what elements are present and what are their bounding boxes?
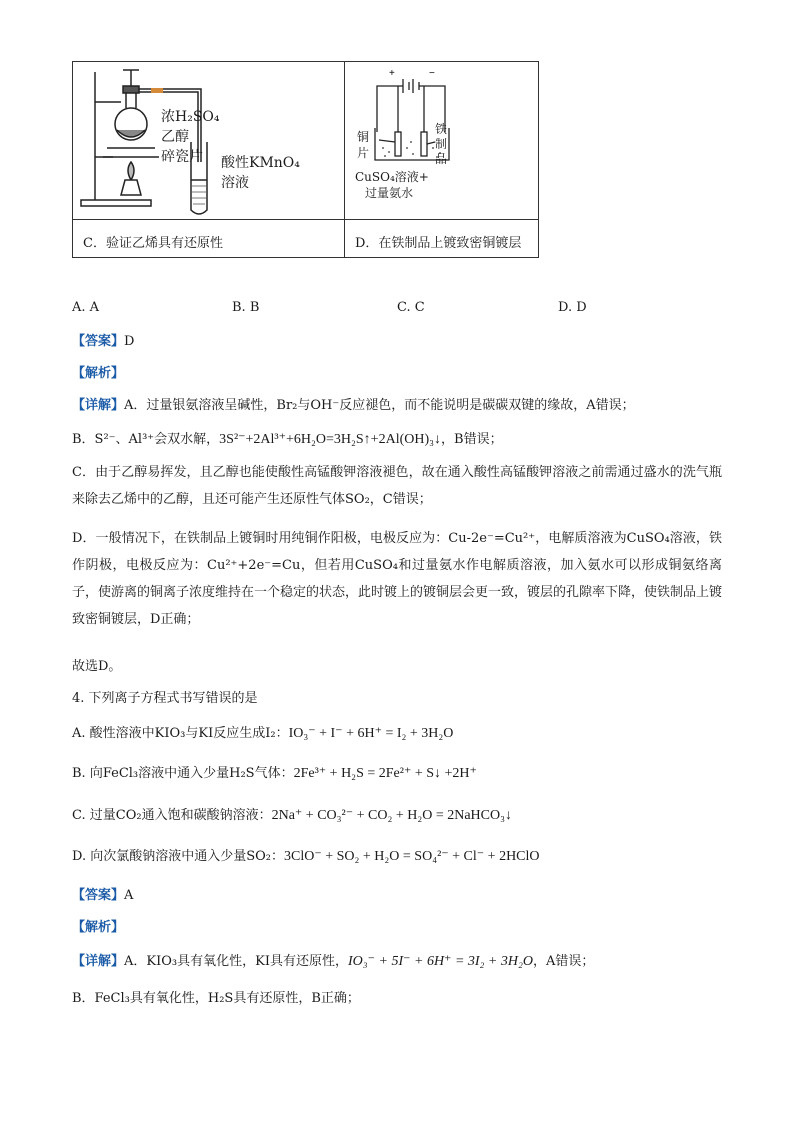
answer-value: A (124, 888, 134, 903)
label-copper-1: 铜 (357, 130, 370, 144)
q3-detail-d: D．一般情况下，在铁制品上镀铜时用纯铜作阳极，电极反应为：Cu-2e⁻=Cu²⁺，电解质溶液为CuSO₄溶液，铁作阴极，电极反应为：Cu²⁺+2e⁻=Cu，但若用CuSO₄和过量氨水作电解质溶液，加入氨水可以形成铜氨络离子，使游离的铜离子浓度维持在一个稳定的状态，此时镀上的镀铜层会更一致，镀层的孔隙率下降，使铁制品上镀致密铜镀层，D正确； (72, 531, 723, 627)
q4-answer (72, 884, 133, 903)
table-divider-horizontal (73, 219, 538, 220)
q4-option-c (72, 804, 512, 824)
q3-b-prefix: B．S²⁻、Al³⁺会双水解， (72, 432, 220, 447)
svg-text:−: − (429, 68, 435, 79)
q3-detail-a (72, 394, 635, 413)
caption-option-c: C．验证乙烯具有还原性 (83, 236, 223, 251)
label-iron-3: 品 (435, 152, 448, 166)
q4-analysis-heading (72, 916, 124, 935)
q4-a-text-equation: IO₃⁻ + 5I⁻ + 6H⁺ = 3I₂ + 3H₂O (347, 954, 533, 969)
detail-tag: 【详解】 (72, 398, 125, 413)
label-acidic-kmno4: 酸性KMnO₄ (221, 155, 300, 171)
option-b: B. B (232, 300, 260, 315)
q4-option-d-equation: 3ClO⁻ + SO₂ + H₂O = SO₄²⁻ + Cl⁻ + 2HClO (284, 849, 540, 864)
ethylene-apparatus-diagram (73, 62, 344, 219)
q4-option-b-equation: 2Fe³⁺ + H₂S = 2Fe²⁺ + S↓ +2H⁺ (293, 766, 477, 781)
analysis-tag: 【解析】 (72, 366, 125, 381)
label-iron-1: 铁 (435, 122, 448, 136)
q4-option-c-text: C. 过量CO₂通入饱和碳酸钠溶液： (72, 808, 272, 823)
label-iron-2: 制 (435, 137, 448, 151)
analysis-tag: 【解析】 (72, 920, 125, 935)
option-d: D. D (558, 300, 587, 315)
label-copper-2: 片 (357, 146, 370, 160)
q3-answer (72, 330, 134, 349)
label-porcelain-chips: 碎瓷片 (161, 149, 203, 165)
label-excess-ammonia: 过量氨水 (365, 186, 414, 200)
option-a: A. A (72, 300, 100, 315)
q4-detail-a (72, 950, 594, 970)
q3-b-suffix: ，B错误； (441, 432, 503, 447)
label-kmno4-solution: 溶液 (221, 175, 249, 191)
answer-tag: 【答案】 (72, 334, 125, 349)
q3-analysis-heading (72, 362, 124, 381)
q4-detail-b: B．FeCl₃具有氧化性，H₂S具有还原性，B正确； (72, 991, 360, 1006)
answer-tag: 【答案】 (72, 888, 125, 903)
q4-option-d-text: D. 向次氯酸钠溶液中通入少量SO₂： (72, 849, 284, 864)
q4-stem: 4. 下列离子方程式书写错误的是 (72, 691, 258, 706)
q3-a-text: A．过量银氨溶液呈碱性，Br₂与OH⁻反应褪色，而不能说明是碳碳双键的缘故，A错误； (124, 398, 635, 413)
q3-detail-b (72, 428, 503, 448)
q4-option-a (72, 722, 453, 742)
answer-value: D (124, 334, 135, 349)
q4-option-a-equation: IO₃⁻ + I⁻ + 6H⁺ = I₂ + 3H₂O (288, 726, 454, 741)
experiment-table (72, 61, 539, 258)
q4-a-text-prefix: A．KIO₃具有氧化性，KI具有还原性， (124, 954, 348, 969)
q4-option-d (72, 845, 540, 865)
option-c: C. C (397, 300, 425, 315)
detail-tag: 【详解】 (72, 954, 125, 969)
q4-option-a-text: A. 酸性溶液中KIO₃与KI反应生成I₂： (72, 726, 289, 741)
label-ethanol: 乙醇 (161, 129, 189, 145)
q3-b-equation: 3S²⁻+2Al³⁺+6H₂O=3H₂S↑+2Al(OH)₃↓ (219, 432, 442, 447)
caption-option-d: D．在铁制品上镀致密铜镀层 (355, 236, 522, 251)
q4-option-b-text: B. 向FeCl₃溶液中通入少量H₂S气体： (72, 766, 294, 781)
q4-option-b (72, 762, 477, 782)
q4-a-text-suffix: ，A错误； (532, 954, 595, 969)
q4-option-c-equation: 2Na⁺ + CO₃²⁻ + CO₂ + H₂O = 2NaHCO₃↓ (271, 808, 512, 823)
q3-conclusion: 故选D。 (72, 659, 122, 674)
q3-detail-c: C．由于乙醇易挥发，且乙醇也能使酸性高锰酸钾溶液褪色，故在通入酸性高锰酸钾溶液之前需通过盛水的洗气瓶来除去乙烯中的乙醇，且还可能产生还原性气体SO₂，C错误； (72, 465, 722, 507)
svg-text:+: + (389, 68, 395, 79)
label-cuso4-solution: CuSO₄溶液+ (355, 170, 429, 184)
label-conc-sulfuric-acid: 浓H₂SO₄ (161, 109, 220, 125)
